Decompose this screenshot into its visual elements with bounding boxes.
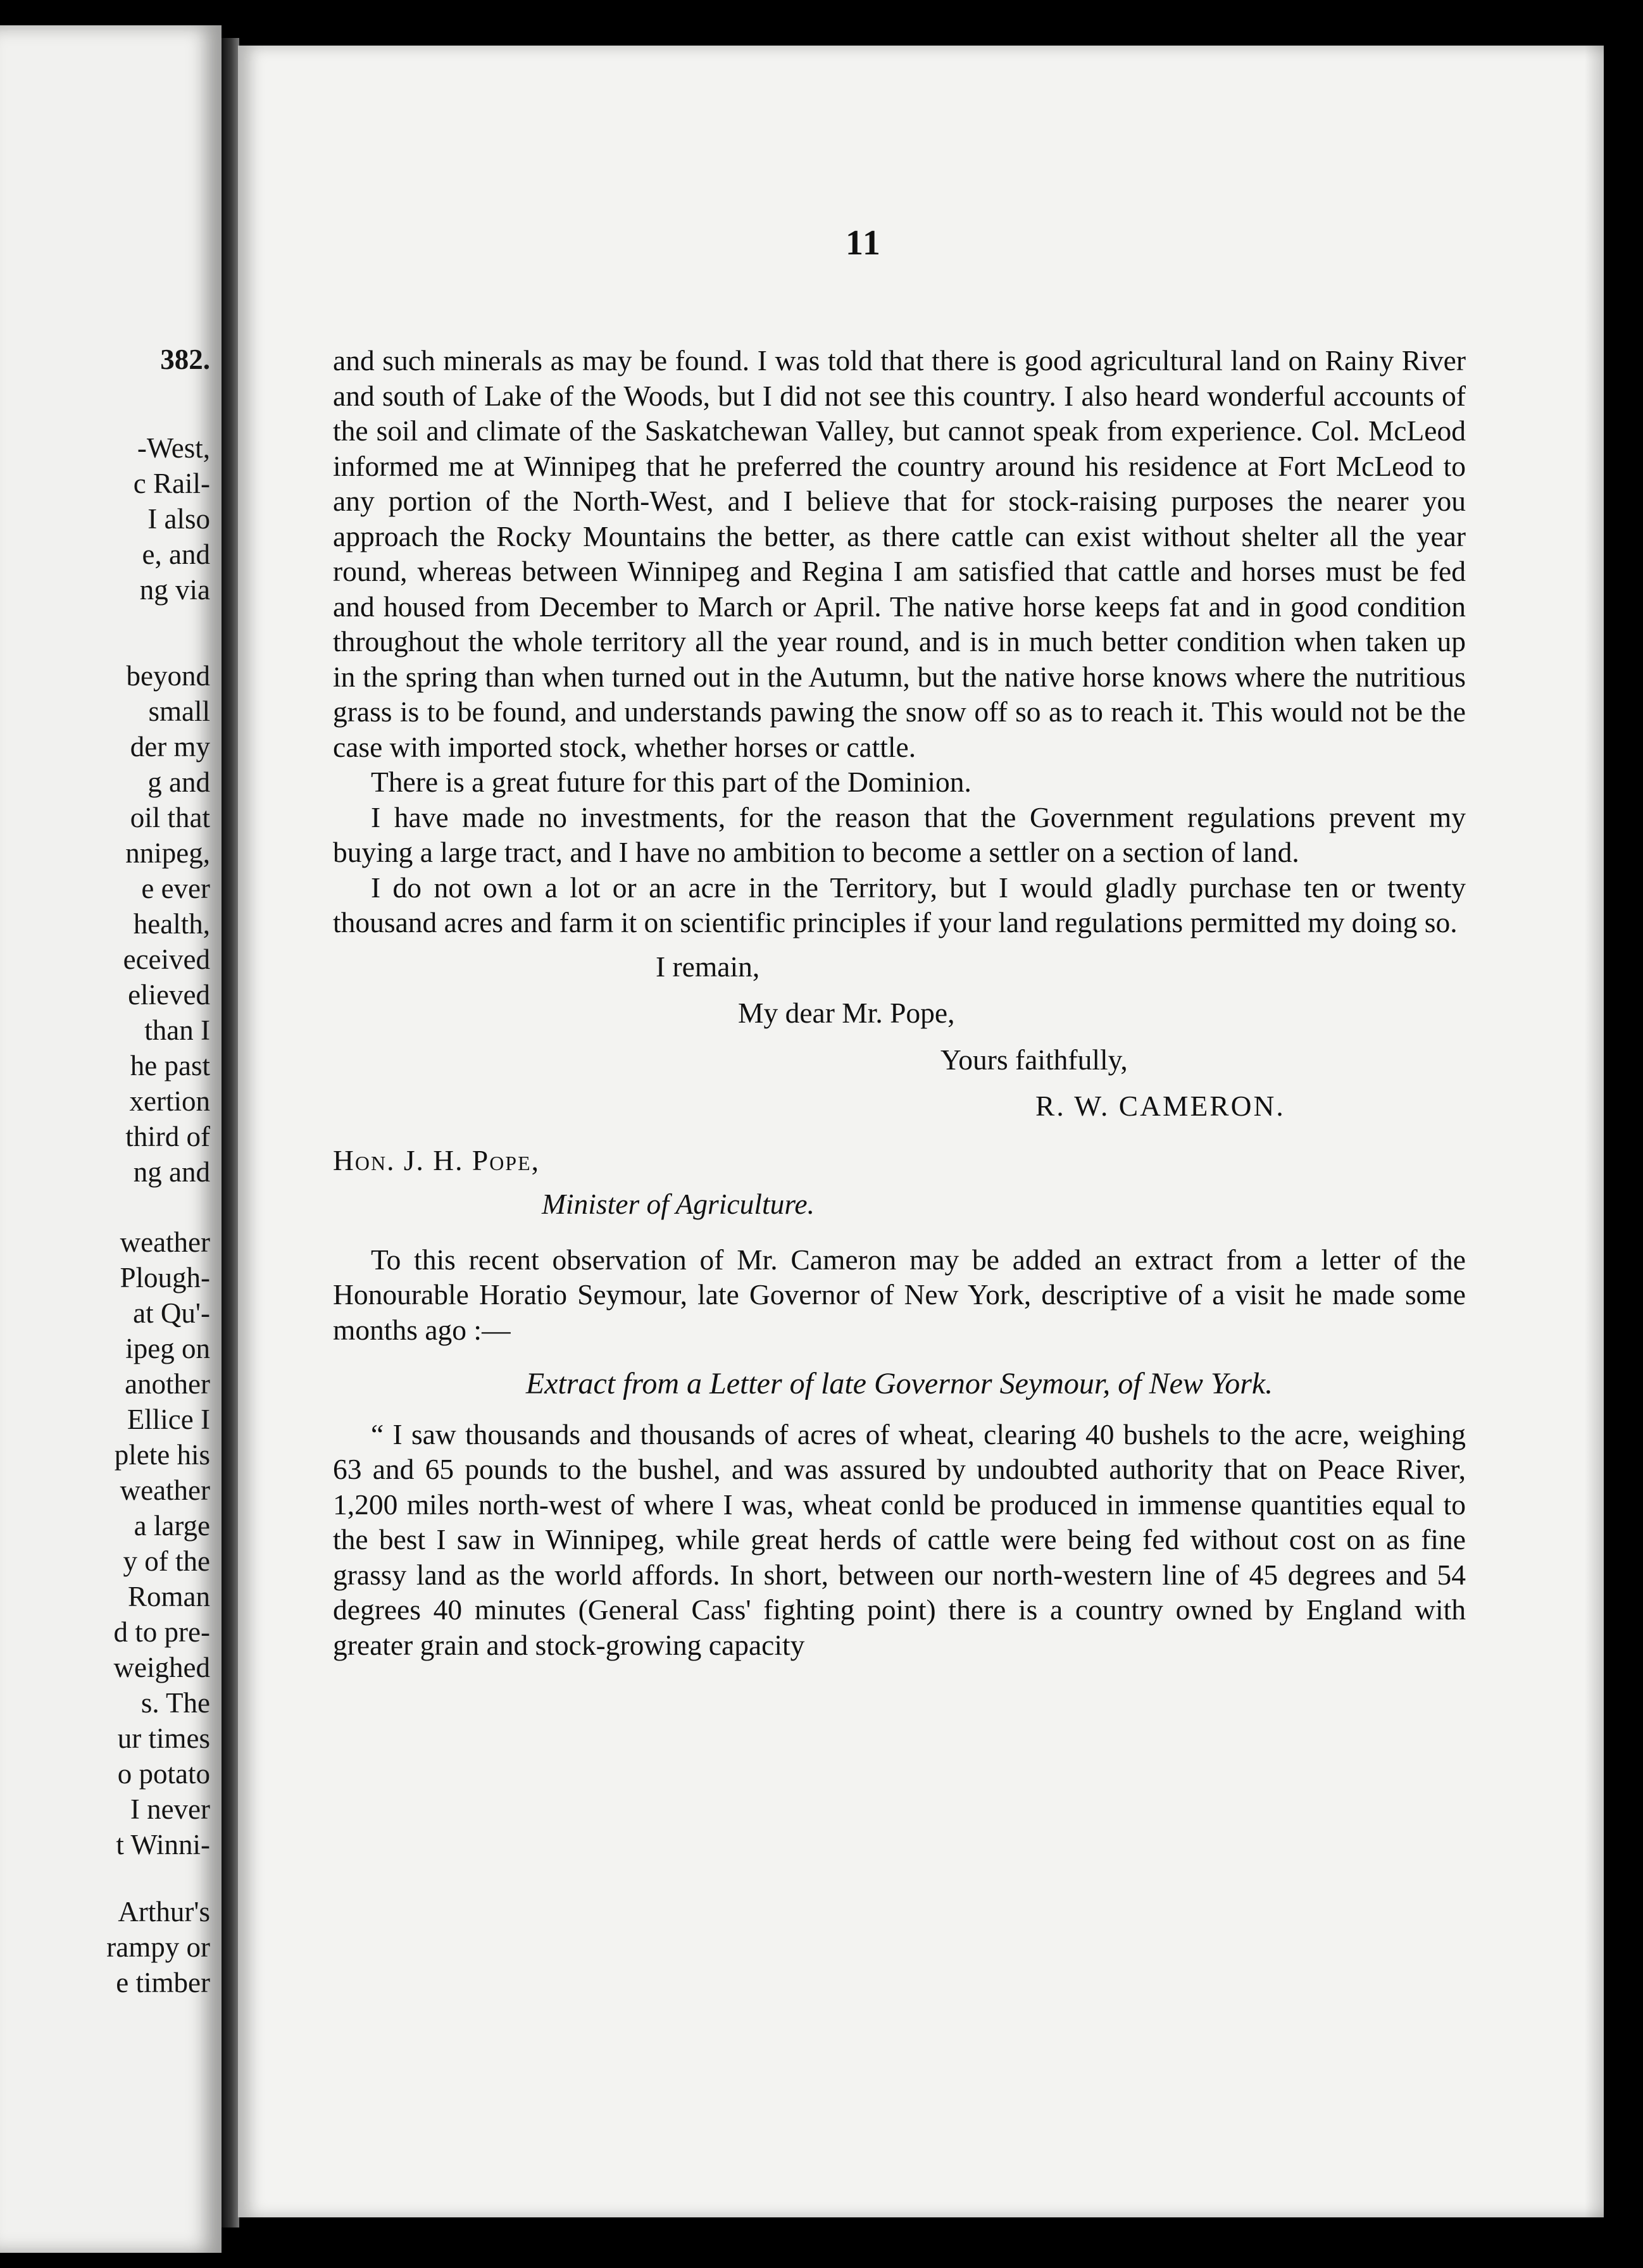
- facing-page-line: d to pre-: [113, 1616, 210, 1648]
- addressee-name: Hon. J. H. Pope,: [333, 1143, 540, 1176]
- facing-page-line: xertion: [129, 1085, 210, 1117]
- facing-page-line: c Rail-: [133, 468, 210, 499]
- facing-page-line: I never: [130, 1793, 210, 1825]
- closing-line: Yours faithfully,: [940, 1043, 1128, 1076]
- facing-page-line: weighed: [113, 1652, 210, 1683]
- page-body: [333, 343, 1466, 1662]
- facing-page-line: plete his: [114, 1439, 210, 1471]
- facing-page-line: I also: [147, 503, 210, 535]
- facing-page-line: nnipeg,: [125, 837, 210, 869]
- closing-line: I remain,: [656, 950, 760, 983]
- letter-paragraph: I do not own a lot or an acre in the Territory, but I would gladly purchase ten or twenty thousand acres and farm it on scientific principles if your land regulations permitted my doing so.: [333, 871, 1466, 938]
- facing-page-line: weather: [120, 1474, 210, 1506]
- addressee-title: Minister of Agriculture.: [542, 1188, 815, 1220]
- page: [238, 46, 1604, 2217]
- facing-page-line: a large: [134, 1510, 210, 1542]
- facing-page-line: Plough-: [120, 1262, 210, 1293]
- facing-page-line: ng and: [133, 1156, 210, 1188]
- facing-page-line: Ellice I: [127, 1404, 210, 1435]
- facing-page-line: -West,: [137, 432, 210, 464]
- facing-page-line: he past: [130, 1050, 210, 1081]
- book-gutter: [222, 38, 239, 2228]
- facing-page-line: s. The: [141, 1687, 210, 1719]
- extract-heading: Extract from a Letter of late Governor Seymour, of New York.: [525, 1367, 1273, 1400]
- letter-paragraph: There is a great future for this part of the Dominion.: [371, 766, 971, 798]
- letter-paragraph: and such minerals as may be found. I was told that there is good agricultural land on Rainy River and south of Lake of the Woods, but I did not see this country. I also heard wonderful accounts of the soil and climate of the Saskatchewan Valley, but cannot speak from experience. Col. McLeod informed me at Winnipeg that he preferred the country around his residence at Fort McLeod to any portion of the North-West, and I believe that for stock-raising purposes the nearer you approach the Rocky Mountains the better, as there cattle can exist without shelter all the year round, whereas between Winnipeg and Regina I am satisfied that cattle and horses must be fed and housed from December to March or April. The native horse keeps fat and in good condition throughout the whole territory all the year round, and is in much better condition when taken up in the spring than when turned out in the Autumn, but the native horse knows where the nutritious grass is to be found, and understands pawing the snow off so as to reach it. This would not be the case with imported stock, whether horses or cattle.: [333, 344, 1466, 763]
- facing-page-line: t Winni-: [116, 1829, 210, 1860]
- facing-page-line: Arthur's: [118, 1896, 210, 1928]
- facing-page-line: beyond: [126, 660, 210, 692]
- facing-page-line: than I: [144, 1014, 210, 1046]
- facing-page-line: weather: [120, 1226, 210, 1258]
- letter-closing: [333, 949, 1466, 1124]
- facing-page-line: third of: [125, 1121, 210, 1152]
- letter-paragraph: I have made no investments, for the reason that the Government regulations prevent my buying a large tract, and I have no ambition to become a settler on a section of land.: [333, 801, 1466, 868]
- facing-page-line: Roman: [128, 1581, 210, 1612]
- facing-page-line: oil that: [130, 802, 210, 833]
- facing-page-fragment: [0, 25, 222, 2253]
- facing-page-line: der my: [130, 731, 210, 763]
- facing-page-line: 382.: [160, 344, 210, 375]
- intro-paragraph: To this recent observation of Mr. Cameron may be added an extract from a letter of the Honourable Horatio Seymour, late Governor of New York, descriptive of a visit he made some months ago :—: [333, 1243, 1466, 1346]
- extract-paragraph: “ I saw thousands and thousands of acres of wheat, clearing 40 bushels to the acre, weighing 63 and 65 pounds to the bushel, and was assured by undoubted authority that on Peace River, 1,200 miles north-west of where I was, wheat conld be produced in immense quantities equal to the best I saw in Winnipeg, while great herds of cattle were being fed without cost on as fine grassy land as the world affords. In short, between our north-western line of 45 degrees and 54 degrees 40 minutes (General Cass' fighting point) there is a country owned by England with greater grain and stock-growing capacity: [333, 1418, 1466, 1661]
- closing-line: My dear Mr. Pope,: [738, 997, 955, 1029]
- facing-page-line: ur times: [117, 1723, 210, 1754]
- facing-page-line: e, and: [142, 539, 210, 570]
- facing-page-line: small: [148, 695, 210, 727]
- page-number: 11: [846, 223, 882, 263]
- facing-page-line: e ever: [141, 873, 210, 904]
- facing-page-line: ng via: [139, 574, 210, 606]
- facing-page-line: eceived: [123, 944, 210, 975]
- facing-page-line: rampy or: [106, 1931, 210, 1963]
- facing-page-line: e timber: [116, 1967, 210, 1998]
- facing-page-line: at Qu'-: [133, 1297, 210, 1329]
- signature: R. W. CAMERON.: [1035, 1090, 1285, 1122]
- facing-page-line: y of the: [123, 1545, 210, 1577]
- facing-page-line: o potato: [117, 1758, 210, 1790]
- facing-page-line: health,: [133, 908, 210, 940]
- facing-page-line: g and: [147, 766, 210, 798]
- facing-page-line: ipeg on: [125, 1333, 210, 1364]
- facing-page-line: another: [125, 1368, 210, 1400]
- facing-page-line: elieved: [128, 979, 210, 1011]
